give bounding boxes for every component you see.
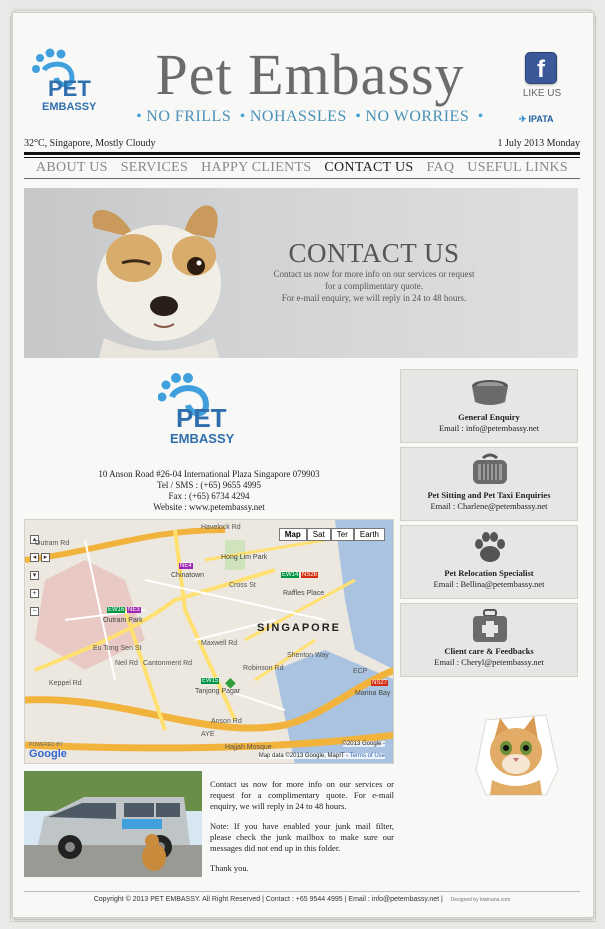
map-road-label: Maxwell Rd bbox=[201, 640, 238, 647]
map-road-label: Havelock Rd bbox=[201, 524, 241, 531]
logo-pet-text: PET bbox=[48, 76, 91, 101]
paw-toe bbox=[158, 393, 167, 402]
pan-down-icon[interactable]: ▾ bbox=[30, 571, 39, 580]
map-place-label: Chinatown bbox=[171, 572, 205, 579]
hero-banner bbox=[24, 188, 578, 358]
map-place-label: Outram Park bbox=[103, 617, 143, 624]
weather-text: 32°C, Singapore, Mostly Cloudy bbox=[24, 138, 156, 149]
tagline-item: NOHASSLES bbox=[249, 108, 347, 125]
card-title: Pet Sitting and Pet Taxi Enquiries bbox=[427, 490, 551, 500]
logo-embassy-text: EMBASSY bbox=[170, 431, 235, 446]
card-title: Pet Relocation Specialist bbox=[444, 568, 534, 578]
contact-card-general[interactable] bbox=[400, 369, 578, 443]
map-type-sat-button[interactable]: Sat bbox=[307, 528, 331, 541]
contact-card-relocation[interactable] bbox=[400, 525, 578, 599]
paw-icon bbox=[465, 530, 515, 566]
tagline-item: NO WORRIES bbox=[365, 108, 470, 125]
info-bar bbox=[24, 138, 580, 152]
pet-embassy-logo-large bbox=[158, 371, 238, 451]
paw-toe bbox=[46, 49, 55, 58]
kitten-peeking-image bbox=[466, 700, 566, 800]
map-road-label: Shenton Way bbox=[287, 652, 329, 659]
fax-line: Fax : (+65) 6734 4294 bbox=[168, 491, 250, 501]
address-block bbox=[24, 469, 394, 513]
logo-embassy-text: EMBASSY bbox=[42, 101, 97, 113]
main-nav bbox=[24, 158, 580, 178]
map-location-marker-icon[interactable]: ◆ bbox=[225, 676, 236, 691]
divider bbox=[24, 152, 580, 155]
mrt-badge: EW16 bbox=[108, 607, 125, 613]
tagline-item: NO FRILLS bbox=[146, 108, 232, 125]
address-line: 10 Anson Road #26-04 International Plaza Singapore 079903 bbox=[98, 469, 320, 479]
nav-faq[interactable]: FAQ bbox=[426, 160, 455, 175]
paw-toe bbox=[183, 373, 193, 383]
contact-card-pet-sitting[interactable] bbox=[400, 447, 578, 521]
hero-title: CONTACT US bbox=[288, 238, 460, 268]
map-road-label: Hajjah Mosque bbox=[225, 744, 272, 751]
card-email[interactable]: Email : Bellina@petembassy.net bbox=[433, 579, 545, 589]
map-road-label: ECP bbox=[353, 668, 368, 675]
map-road-label: Keppel Rd bbox=[49, 680, 82, 687]
hero-text-line: Contact us now for more info on our services or request bbox=[273, 269, 475, 279]
map-road-label: Neil Rd bbox=[115, 660, 138, 667]
zoom-out-icon[interactable]: − bbox=[30, 607, 39, 616]
footer-email-link[interactable]: Email : info@petembassy.net bbox=[348, 896, 440, 903]
map-road-label: AYE bbox=[201, 731, 215, 738]
paw-toe bbox=[171, 373, 181, 383]
contact-note bbox=[210, 779, 394, 883]
nav-contact-us[interactable]: CONTACT US bbox=[324, 160, 414, 175]
plane-icon: ✈ bbox=[519, 114, 527, 124]
mrt-badge: EW15 bbox=[202, 678, 219, 684]
map-data-text: Map data ©2013 Google, MapIT - bbox=[258, 753, 349, 759]
footer-separator: | bbox=[344, 896, 349, 903]
footer-copyright: Copyright © 2013 PET EMBASSY. All Right Reserved bbox=[93, 896, 261, 903]
pet-bowl-icon bbox=[465, 374, 515, 410]
tagline bbox=[120, 108, 500, 126]
paw-toe bbox=[57, 50, 66, 59]
date-text: 1 July 2013 Monday bbox=[497, 138, 580, 149]
mrt-badge: NE3 bbox=[128, 607, 140, 613]
tagline-dot: • bbox=[136, 108, 143, 125]
google-map[interactable] bbox=[24, 519, 394, 764]
map-road-label: Anson Rd bbox=[211, 718, 242, 725]
hero-text-line: for a complimentary quote. bbox=[325, 281, 423, 291]
logo-pet-text: PET bbox=[176, 403, 227, 433]
map-place-label: Marina Bay bbox=[355, 690, 391, 697]
thank-you-text: Thank you. bbox=[210, 863, 249, 873]
contact-paragraph: Contact us now for more info on our services or request for a complimentary quote. For e-mail enquiry, we will reply in 24 to 48 hours. bbox=[210, 779, 394, 811]
map-type-earth-button[interactable]: Earth bbox=[354, 528, 385, 541]
mrt-badge: NE4 bbox=[180, 563, 192, 569]
map-road-label: Cantonment Rd bbox=[143, 660, 193, 667]
google-logo[interactable] bbox=[29, 742, 67, 760]
google-powered-by: POWERED BY bbox=[29, 742, 63, 748]
zoom-in-icon[interactable]: + bbox=[30, 589, 39, 598]
google-wordmark: Google bbox=[29, 748, 67, 760]
footer-separator: | bbox=[262, 896, 266, 903]
hero-text-line: For e-mail enquiry, we will reply in 24 to 48 hours. bbox=[281, 293, 467, 303]
divider bbox=[24, 178, 580, 179]
card-email[interactable]: Email : info@petembassy.net bbox=[438, 423, 540, 433]
terms-of-use-link[interactable]: Terms of Use bbox=[349, 753, 385, 759]
pan-up-icon[interactable]: ▴ bbox=[30, 535, 39, 544]
paw-toe bbox=[32, 65, 40, 73]
footer bbox=[24, 896, 580, 903]
tagline-dot: • bbox=[355, 108, 362, 125]
ipata-label: IPATA bbox=[528, 114, 554, 124]
card-title: General Enquiry bbox=[458, 412, 520, 422]
mrt-badge: NS26 bbox=[302, 572, 318, 578]
nav-about-us[interactable]: ABOUT US bbox=[36, 160, 108, 175]
map-place-label: Hong Lim Park bbox=[221, 554, 268, 561]
map-place-label: Raffles Place bbox=[283, 590, 325, 597]
tagline-dot: • bbox=[239, 108, 246, 125]
map-road-label: Eu Tong Sen St bbox=[93, 645, 142, 652]
junk-mail-note: Note: If you have enabled your junk mail filter, please check the junk mailbox to make sure our messages did not end up in this folder. bbox=[210, 821, 394, 853]
pet-taxi-van-photo bbox=[24, 771, 202, 877]
winking-dog-image bbox=[54, 188, 254, 358]
map-type-map-button[interactable]: Map bbox=[279, 528, 307, 541]
ipata-logo[interactable] bbox=[519, 114, 565, 130]
nav-happy-clients[interactable]: HAPPY CLIENTS bbox=[201, 160, 312, 175]
footer-separator: | bbox=[441, 896, 445, 903]
tagline-dot: • bbox=[477, 108, 484, 125]
facebook-like-label[interactable]: LIKE US bbox=[522, 88, 562, 99]
map-road-label: Outram Rd bbox=[35, 540, 70, 547]
paw-toe bbox=[36, 54, 44, 62]
nav-services[interactable]: SERVICES bbox=[120, 160, 189, 175]
map-type-ter-button[interactable]: Ter bbox=[331, 528, 354, 541]
site-title: Pet Embassy bbox=[155, 42, 465, 107]
contact-details-panel bbox=[24, 369, 394, 879]
footer-contact: Contact : +65 9544 4995 bbox=[265, 896, 343, 903]
mrt-badge: EW14 bbox=[282, 572, 299, 578]
footer-designer-credit[interactable]: Designed by kiwinana.com bbox=[450, 897, 511, 903]
card-title: Client care & Feedbacks bbox=[444, 646, 534, 656]
pan-right-icon[interactable]: ▸ bbox=[41, 553, 50, 562]
contact-card-client-care[interactable] bbox=[400, 603, 578, 677]
map-type-toggle bbox=[279, 528, 385, 541]
pet-carrier-icon bbox=[465, 452, 515, 488]
mrt-badge: NS27 bbox=[372, 680, 388, 686]
map-data-note bbox=[259, 753, 385, 759]
nav-useful-links[interactable]: USEFUL LINKS bbox=[467, 160, 568, 175]
card-email[interactable]: Email : Cheryl@petembassy.net bbox=[434, 657, 544, 667]
map-copyright: ©2013 Google - bbox=[342, 741, 385, 747]
first-aid-kit-icon bbox=[465, 608, 515, 644]
website-line[interactable]: Website : www.petembassy.net bbox=[153, 502, 265, 512]
phone-line: Tel / SMS : (+65) 9655 4995 bbox=[157, 480, 261, 490]
card-email[interactable]: Email : Charlene@petembassy.net bbox=[430, 501, 548, 511]
facebook-icon[interactable]: f bbox=[525, 52, 557, 84]
paw-toe bbox=[162, 381, 171, 390]
pet-embassy-logo[interactable] bbox=[28, 48, 98, 118]
hero-text bbox=[254, 268, 494, 304]
map-road-label: Cross St bbox=[229, 582, 256, 589]
pan-left-icon[interactable]: ◂ bbox=[30, 553, 39, 562]
map-place-label: Tanjong Pagar bbox=[195, 688, 241, 695]
divider bbox=[24, 891, 580, 892]
map-road-label: Robinson Rd bbox=[243, 665, 284, 672]
map-city-label: SINGAPORE bbox=[257, 622, 342, 634]
